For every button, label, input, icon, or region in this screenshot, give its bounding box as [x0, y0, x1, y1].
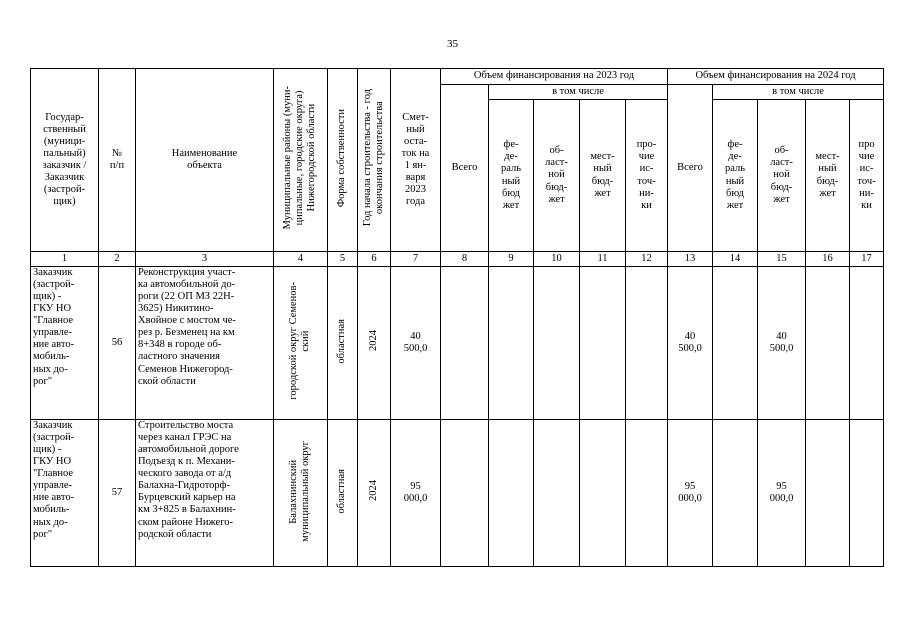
- header-fin-2024: Объем финансирования на 2024 год: [668, 69, 884, 85]
- header-district: Муниципальные районы (муни- ципальные, городские округа) Нижегородской области: [282, 86, 318, 230]
- row-ownership: областная: [336, 468, 348, 514]
- header-district-cell: [274, 69, 328, 252]
- column-number: 15: [758, 252, 806, 267]
- table-row: [31, 420, 884, 567]
- header-fin-2023: Объем финансирования на 2023 год: [441, 69, 668, 85]
- header-ownership-cell: [328, 69, 358, 252]
- header-including-2024: в том числе: [713, 85, 884, 100]
- column-number: 14: [713, 252, 758, 267]
- header-ownership: Форма собственности: [336, 108, 348, 208]
- row-years: 2024: [367, 330, 379, 352]
- row-regional-2023: [534, 267, 580, 420]
- header-years-cell: [358, 69, 391, 252]
- row-total-2023: [441, 267, 489, 420]
- header-balance: Смет- ный оста- ток на 1 ян- варя 2023 года: [391, 69, 441, 252]
- row-federal-2024: [713, 267, 758, 420]
- row-years-cell: [358, 420, 391, 567]
- row-other-2024: [850, 420, 884, 567]
- header-local-2023: мест- ный бюд- жет: [580, 100, 626, 252]
- column-number: 7: [391, 252, 441, 267]
- header-regional-2024: об- ласт- ной бюд- жет: [758, 100, 806, 252]
- row-ownership-cell: [328, 267, 358, 420]
- column-number: 3: [136, 252, 274, 267]
- header-including-2023: в том числе: [489, 85, 668, 100]
- row-other-2024: [850, 267, 884, 420]
- row-district-cell: [274, 267, 328, 420]
- header-total-2024: Всего: [668, 85, 713, 252]
- header-other-2023: про- чие ис- точ- ни- ки: [626, 100, 668, 252]
- row-customer: Заказчик (застрой- щик) - ГКУ НО "Главное управле- ние авто- мобиль- ных до- рог": [31, 267, 99, 420]
- row-federal-2023: [489, 267, 534, 420]
- row-regional-2024: 40 500,0: [758, 267, 806, 420]
- row-balance: 95 000,0: [391, 420, 441, 567]
- row-regional-2023: [534, 420, 580, 567]
- header-federal-2023: фе- де- раль ный бюд жет: [489, 100, 534, 252]
- header-object-name: Наименование объекта: [136, 69, 274, 252]
- column-number: 13: [668, 252, 713, 267]
- column-number: 2: [99, 252, 136, 267]
- header-federal-2024: фе- де- раль ный бюд жет: [713, 100, 758, 252]
- column-number: 8: [441, 252, 489, 267]
- column-number: 16: [806, 252, 850, 267]
- column-number: 9: [489, 252, 534, 267]
- row-local-2024: [806, 420, 850, 567]
- header-local-2024: мест- ный бюд- жет: [806, 100, 850, 252]
- column-number: 4: [274, 252, 328, 267]
- row-other-2023: [626, 267, 668, 420]
- financing-table: [30, 68, 884, 567]
- column-number: 5: [328, 252, 358, 267]
- page-number: 35: [447, 38, 458, 50]
- row-district: Балахнинский муниципальный округ: [288, 440, 312, 542]
- header-customer: Государ- ственный (муници- пальный) заказчик / Заказчик (застрой- щик): [31, 69, 99, 252]
- column-number: 10: [534, 252, 580, 267]
- column-number: 1: [31, 252, 99, 267]
- row-local-2023: [580, 267, 626, 420]
- row-district-cell: [274, 420, 328, 567]
- row-ownership: областная: [336, 318, 348, 364]
- row-federal-2024: [713, 420, 758, 567]
- row-years-cell: [358, 267, 391, 420]
- column-number: 11: [580, 252, 626, 267]
- column-number-row: [31, 252, 884, 267]
- row-district: городской округ Семенов- ский: [288, 282, 312, 400]
- column-number: 6: [358, 252, 391, 267]
- row-balance: 40 500,0: [391, 267, 441, 420]
- header-total-2023: Всего: [441, 85, 489, 252]
- row-total-2023: [441, 420, 489, 567]
- row-object-name: Строительство моста через канал ГРЭС на автомобильной дороге Подъезд к п. Механи- ческого завода от а/д Балахна-Гидроторф- Бурцевский карьер на км 3+825 в Балахнин- ском районе Нижего- родской области: [136, 420, 274, 567]
- row-federal-2023: [489, 420, 534, 567]
- row-years: 2024: [367, 480, 379, 502]
- row-num: 57: [99, 420, 136, 567]
- row-regional-2024: 95 000,0: [758, 420, 806, 567]
- row-customer: Заказчик (застрой- щик) - ГКУ НО "Главное управле- ние авто- мобиль- ных до- рог": [31, 420, 99, 567]
- header-other-2024: про чие ис- точ- ни- ки: [850, 100, 884, 252]
- row-object-name: Реконструкция участ- ка автомобильной до- роги (22 ОП МЗ 22Н- 3625) Никитино- Хвойное с мостом че- рез р. Безменец на км 8+348 в городе об- ластного значения Семенов Нижегород- ской области: [136, 267, 274, 420]
- row-local-2024: [806, 267, 850, 420]
- row-other-2023: [626, 420, 668, 567]
- header-num: № п/п: [99, 69, 136, 252]
- column-number: 12: [626, 252, 668, 267]
- table-row: [31, 267, 884, 420]
- row-num: 56: [99, 267, 136, 420]
- row-total-2024: 40 500,0: [668, 267, 713, 420]
- row-total-2024: 95 000,0: [668, 420, 713, 567]
- row-ownership-cell: [328, 420, 358, 567]
- header-years: Год начала строительства - год окончания строительства: [361, 89, 385, 227]
- row-local-2023: [580, 420, 626, 567]
- header-regional-2023: об- ласт- ной бюд- жет: [534, 100, 580, 252]
- column-number: 17: [850, 252, 884, 267]
